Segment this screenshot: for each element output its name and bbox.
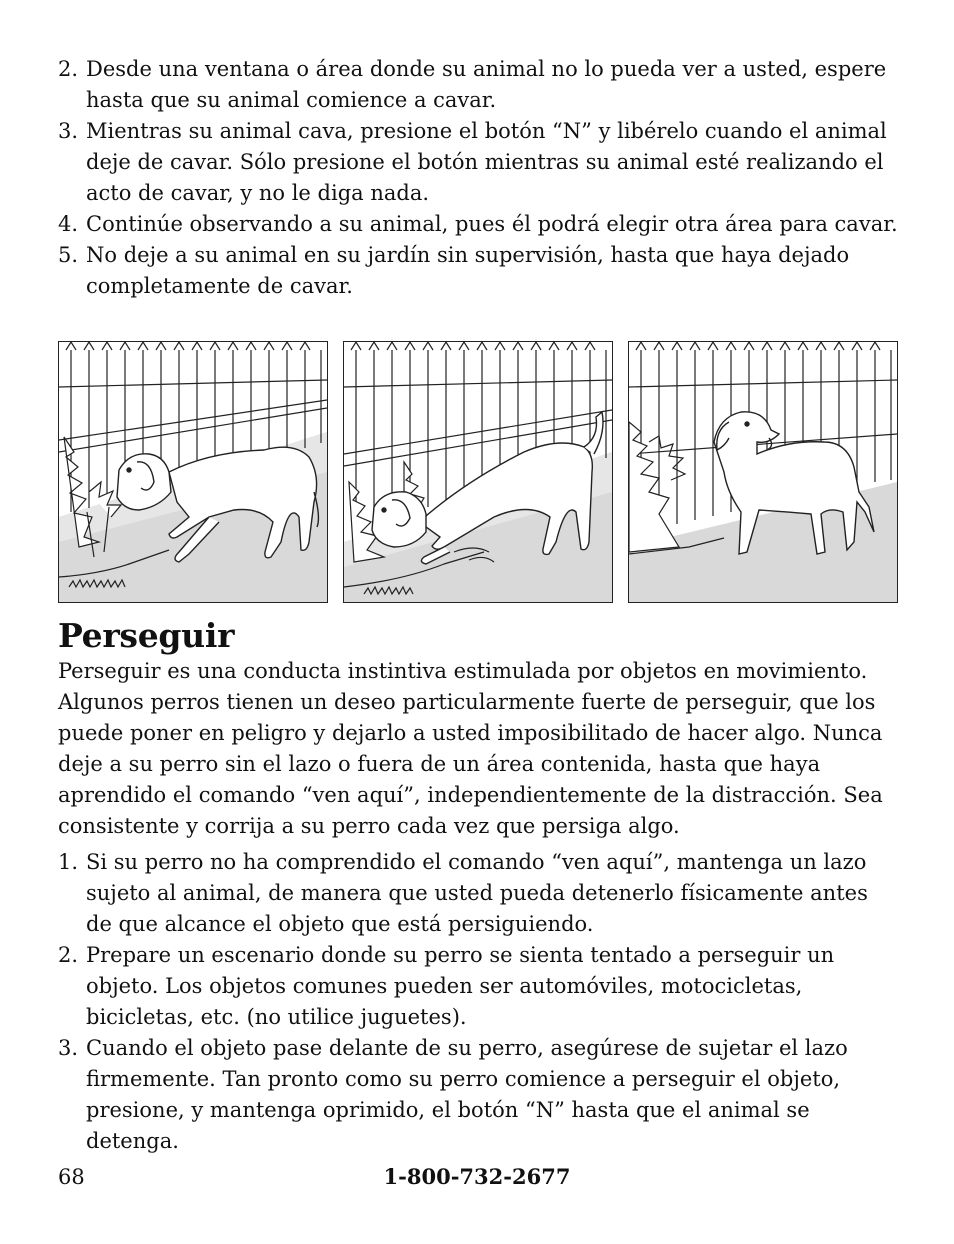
list-item-number: 4. (58, 212, 79, 236)
bottom-numbered-list (58, 847, 898, 1157)
page-number: 68 (58, 1165, 85, 1189)
list-item-text: Prepare un escenario donde su perro se sienta tentado a perseguir un objeto. Los objetos comunes pueden ser automóviles, motocicletas, bicicletas, etc. (no utilice juguetes). (86, 943, 835, 1029)
list-item-number: 5. (58, 243, 79, 267)
list-item (58, 847, 898, 940)
list-item (58, 1033, 898, 1157)
section-paragraph: Perseguir es una conducta instintiva estimulada por objetos en movimiento. Algunos perros tienen un deseo particularmente fuerte de perseguir, que los puede poner en peligro y dejarlo a usted imposibilitado de hacer algo. Nunca deje a su perro sin el lazo o fuera de un área contenida, hasta que haya aprendido el comando “ven aquí”, independientemente de la distracción. Sea consistente y corrija a su perro cada vez que persiga algo. (58, 659, 883, 838)
list-item-number: 2. (58, 57, 79, 81)
list-item-number: 3. (58, 1036, 79, 1060)
list-item-text: No deje a su animal en su jardín sin supervisión, hasta que haya dejado completamente de cavar. (86, 243, 850, 298)
list-item (58, 209, 898, 240)
list-item-number: 1. (58, 850, 79, 874)
list-item (58, 116, 898, 209)
dog-stopped-illustration (628, 341, 898, 603)
list-item (58, 240, 898, 302)
illustration-strip (58, 341, 898, 603)
list-item-number: 2. (58, 943, 79, 967)
dog-digging-illustration (343, 341, 613, 603)
section-title: Perseguir (58, 616, 235, 655)
phone-number: 1-800-732-2677 (383, 1164, 571, 1189)
list-item-text: Cuando el objeto pase delante de su perro, asegúrese de sujetar el lazo firmemente. Tan pronto como su perro comience a perseguir el objeto, presione, y mantenga oprimido, el botón “N” hasta que el animal se detenga. (86, 1036, 848, 1153)
list-item-text: Si su perro no ha comprendido el comando “ven aquí”, mantenga un lazo sujeto al animal, de manera que usted pueda detenerlo físicamente antes de que alcance el objeto que está persiguiendo. (86, 850, 868, 936)
list-item-number: 3. (58, 119, 79, 143)
list-item-text: Mientras su animal cava, presione el botón “N” y libérelo cuando el animal deje de cavar. Sólo presione el botón mientras su animal esté realizando el acto de cavar, y no le diga nada. (86, 119, 887, 205)
list-item-text: Continúe observando a su animal, pues él podrá elegir otra área para cavar. (86, 212, 898, 236)
list-item (58, 940, 898, 1033)
dog-digging-illustration (58, 341, 328, 603)
top-numbered-list (58, 54, 898, 302)
list-item-text: Desde una ventana o área donde su animal no lo pueda ver a usted, espere hasta que su animal comience a cavar. (86, 57, 887, 112)
list-item (58, 54, 898, 116)
